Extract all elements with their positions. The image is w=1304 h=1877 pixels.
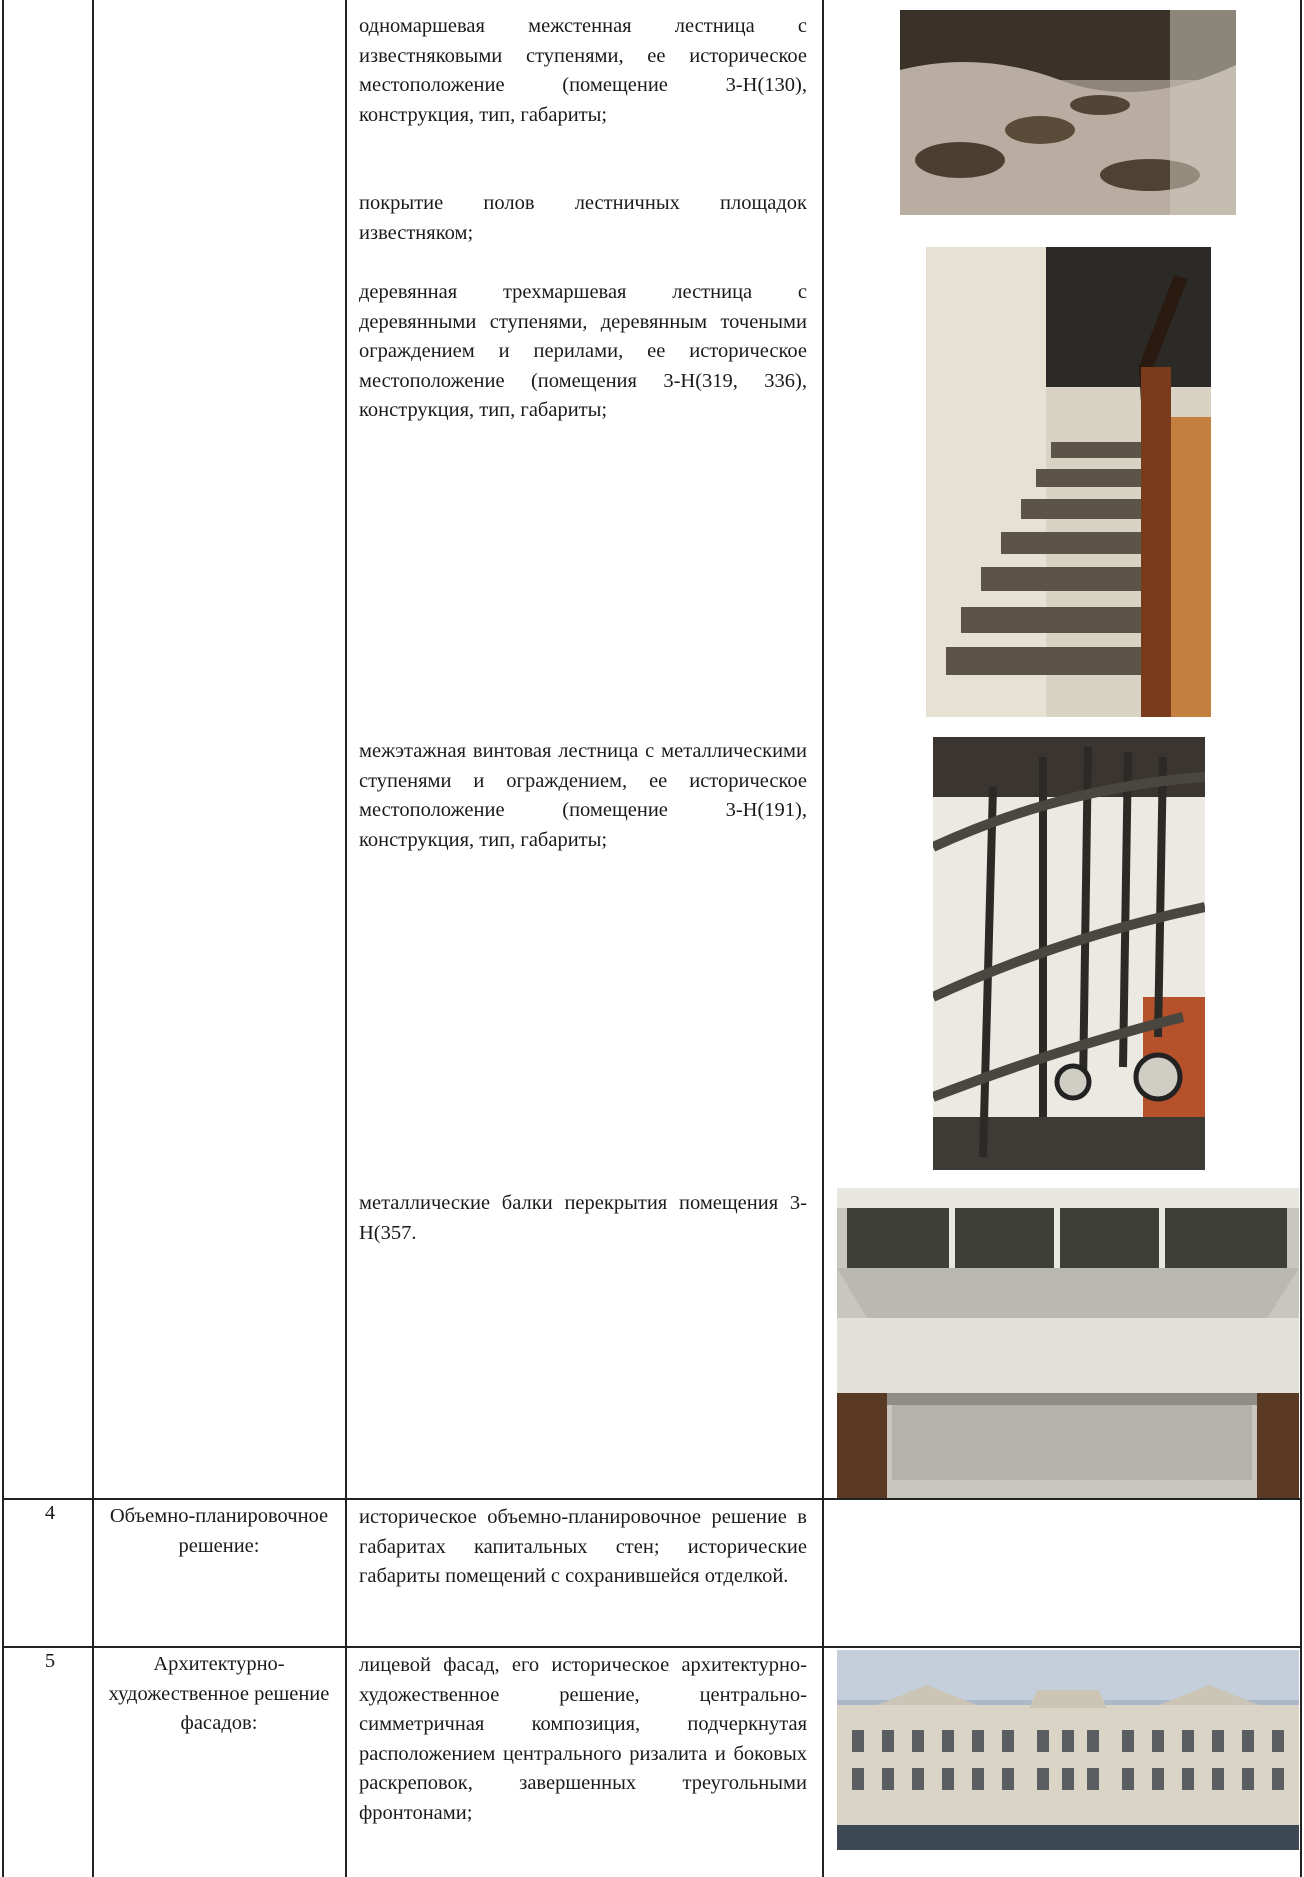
- photo-limestone-stairs: [900, 10, 1236, 215]
- table-border-col2: [345, 0, 347, 1877]
- table-border-left: [2, 0, 4, 1877]
- row3-paragraph-5: металлические балки перекрытия помещения 3-Н(357.: [359, 1192, 807, 1244]
- row4-name: Объемно-планировочное решение:: [109, 1505, 329, 1557]
- row4-text: историческое объемно-планировочное решение в габаритах капитальных стен; исторические габариты помещений с сохранившейся отделкой.: [359, 1506, 807, 1587]
- row-divider-4-5: [2, 1646, 1302, 1648]
- row5-number: 5: [44, 1650, 56, 1672]
- table-border-col3: [822, 0, 824, 1877]
- photo-facade: [837, 1650, 1299, 1850]
- row3-paragraph-3: деревянная трехмаршевая лестница с деревянными ступенями, деревянным точеными ограждением и перилами, ее историческое местоположение (помещения 3-Н(319, 336), конструкция, тип, габариты;: [359, 281, 807, 421]
- table-border-col1: [92, 0, 94, 1877]
- photo-spiral-staircase: [933, 737, 1205, 1170]
- photo-wooden-staircase: [926, 247, 1211, 717]
- row4-number: 4: [44, 1502, 56, 1524]
- row-divider-3-4: [2, 1498, 1302, 1500]
- row3-paragraph-2: покрытие полов лестничных площадок известняком;: [359, 192, 807, 244]
- row5-text: лицевой фасад, его историческое архитектурно-художественное решение, центрально-симметричная композиция, подчеркнутая расположением центрального ризалита и боковых раскреповок, завершенных треугольными фронтонами;: [359, 1654, 807, 1824]
- row3-paragraph-4: межэтажная винтовая лестница с металлическими ступенями и ограждением, ее историческое местоположение (помещение 3-Н(191), конструкция, тип, габариты;: [359, 740, 807, 851]
- row3-paragraph-1: одномаршевая межстенная лестница с известняковыми ступенями, ее историческое местоположение (помещение 3-Н(130), конструкция, тип, габариты;: [359, 15, 807, 126]
- table-border-right: [1300, 0, 1302, 1877]
- row5-name: Архитектурно-художественное решение фасадов:: [108, 1653, 330, 1734]
- photo-metal-beams: [837, 1188, 1299, 1498]
